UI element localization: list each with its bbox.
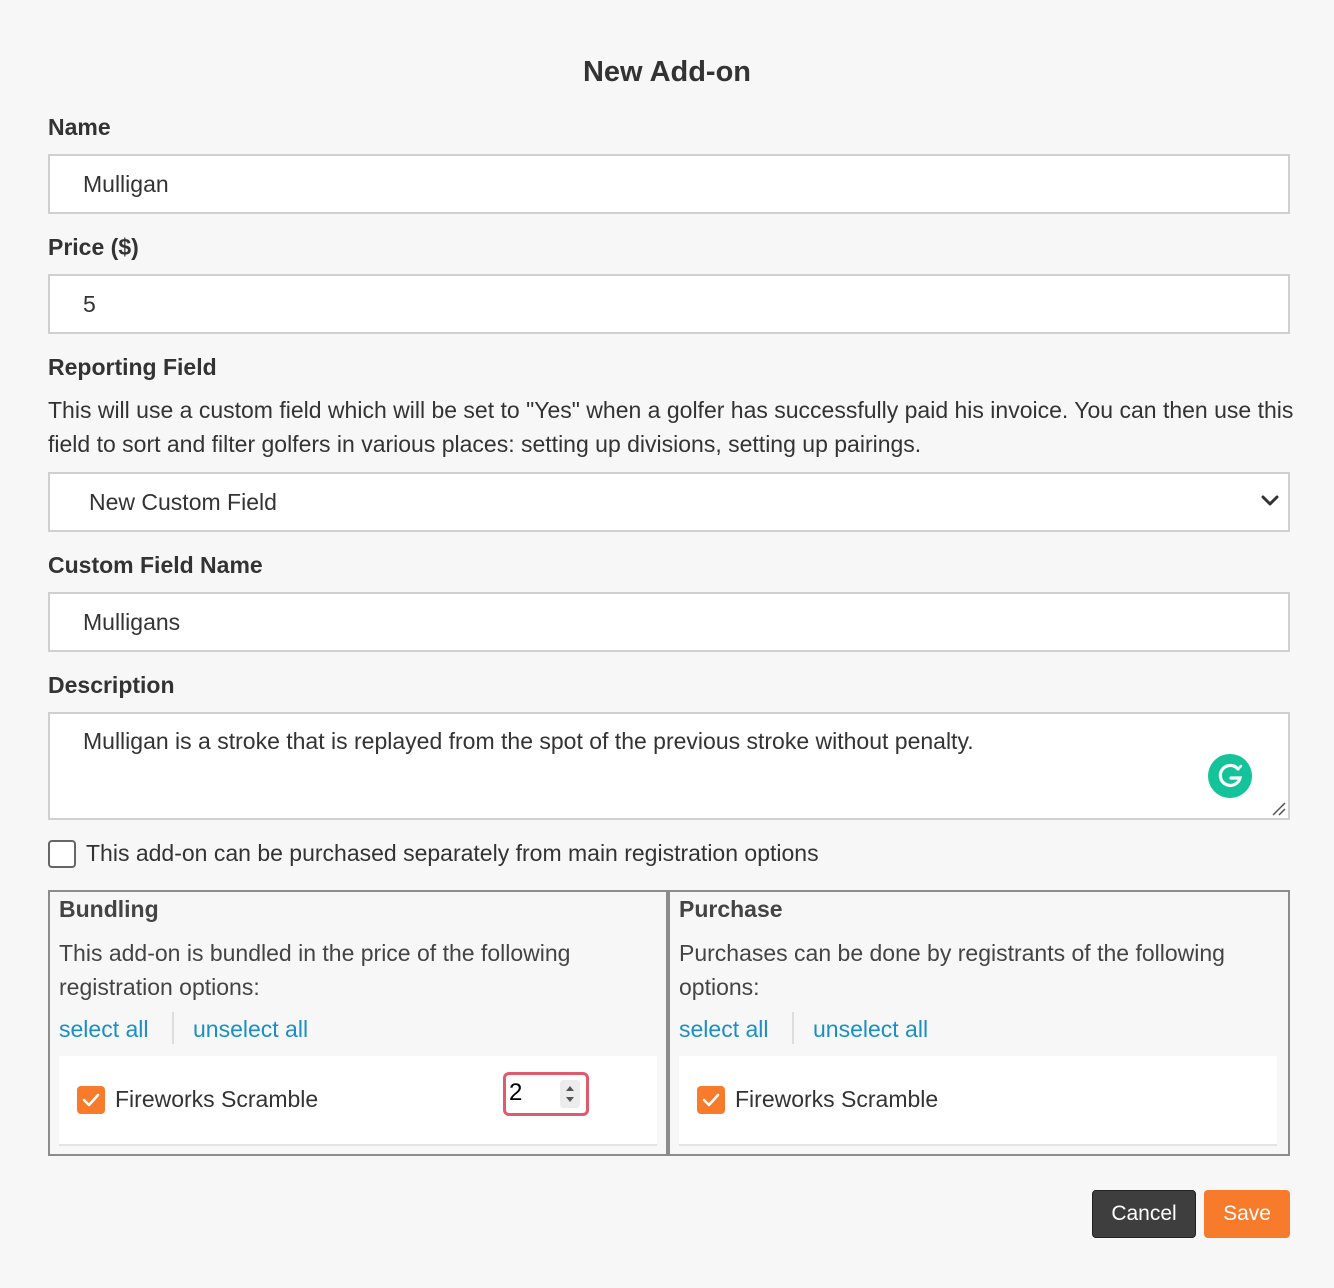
purchase-item-checkbox[interactable] bbox=[697, 1086, 725, 1114]
link-divider bbox=[172, 1012, 174, 1044]
custom-field-name-value: Mulligans bbox=[83, 609, 181, 635]
save-button[interactable]: Save bbox=[1204, 1190, 1290, 1238]
checkmark-icon bbox=[82, 1092, 100, 1108]
bundling-unselect-all-link[interactable]: unselect all bbox=[193, 1016, 309, 1042]
reporting-field-selected: New Custom Field bbox=[89, 489, 277, 515]
list-item bbox=[679, 1056, 1277, 1146]
reporting-field-label: Reporting Field bbox=[48, 354, 217, 380]
quantity-stepper[interactable] bbox=[503, 1072, 589, 1116]
name-label: Name bbox=[48, 114, 111, 140]
link-divider bbox=[792, 1012, 794, 1044]
custom-field-name-input[interactable] bbox=[48, 592, 1290, 652]
purchase-panel bbox=[668, 890, 1290, 1156]
resize-handle-icon[interactable] bbox=[1270, 800, 1286, 816]
description-textarea[interactable] bbox=[48, 712, 1290, 820]
bundling-item-label: Fireworks Scramble bbox=[115, 1086, 319, 1112]
custom-field-name-label: Custom Field Name bbox=[48, 552, 263, 578]
purchase-description: Purchases can be done by registrants of the following options: bbox=[679, 940, 1225, 1000]
purchase-heading: Purchase bbox=[679, 896, 783, 922]
price-input[interactable] bbox=[48, 274, 1290, 334]
dialog-title: New Add-on bbox=[582, 56, 752, 88]
description-label: Description bbox=[48, 672, 175, 698]
separate-purchase-label: This add-on can be purchased separately from main registration options bbox=[86, 840, 819, 866]
spinner-arrows-icon[interactable] bbox=[560, 1080, 580, 1108]
bundling-item-checkbox[interactable] bbox=[77, 1086, 105, 1114]
bundling-description: This add-on is bundled in the price of the following registration options: bbox=[59, 940, 571, 1000]
name-input[interactable] bbox=[48, 154, 1290, 214]
grammarly-icon[interactable] bbox=[1208, 754, 1252, 798]
quantity-value: 2 bbox=[509, 1079, 523, 1106]
reporting-field-help: This will use a custom field which will be set to "Yes" when a golfer has successfully paid his invoice. You can then use this field to sort and filter golfers in various places: setting up divisions, setting up pairings. bbox=[48, 397, 1294, 457]
name-input-value: Mulligan bbox=[83, 171, 169, 197]
price-input-value: 5 bbox=[83, 291, 96, 317]
price-label: Price ($) bbox=[48, 234, 139, 260]
chevron-down-icon bbox=[1260, 491, 1280, 511]
purchase-item-label: Fireworks Scramble bbox=[735, 1086, 939, 1112]
reporting-field-select[interactable] bbox=[48, 472, 1290, 532]
description-value: Mulligan is a stroke that is replayed from the spot of the previous stroke without penalty. bbox=[83, 728, 974, 754]
bundling-panel bbox=[48, 890, 668, 1156]
cancel-button[interactable]: Cancel bbox=[1092, 1190, 1196, 1238]
checkmark-icon bbox=[702, 1092, 720, 1108]
bundling-select-all-link[interactable]: select all bbox=[59, 1016, 149, 1042]
list-item bbox=[59, 1056, 657, 1146]
bundling-heading: Bundling bbox=[59, 896, 159, 922]
purchase-select-all-link[interactable]: select all bbox=[679, 1016, 769, 1042]
separate-purchase-checkbox[interactable] bbox=[48, 840, 76, 868]
purchase-unselect-all-link[interactable]: unselect all bbox=[813, 1016, 929, 1042]
